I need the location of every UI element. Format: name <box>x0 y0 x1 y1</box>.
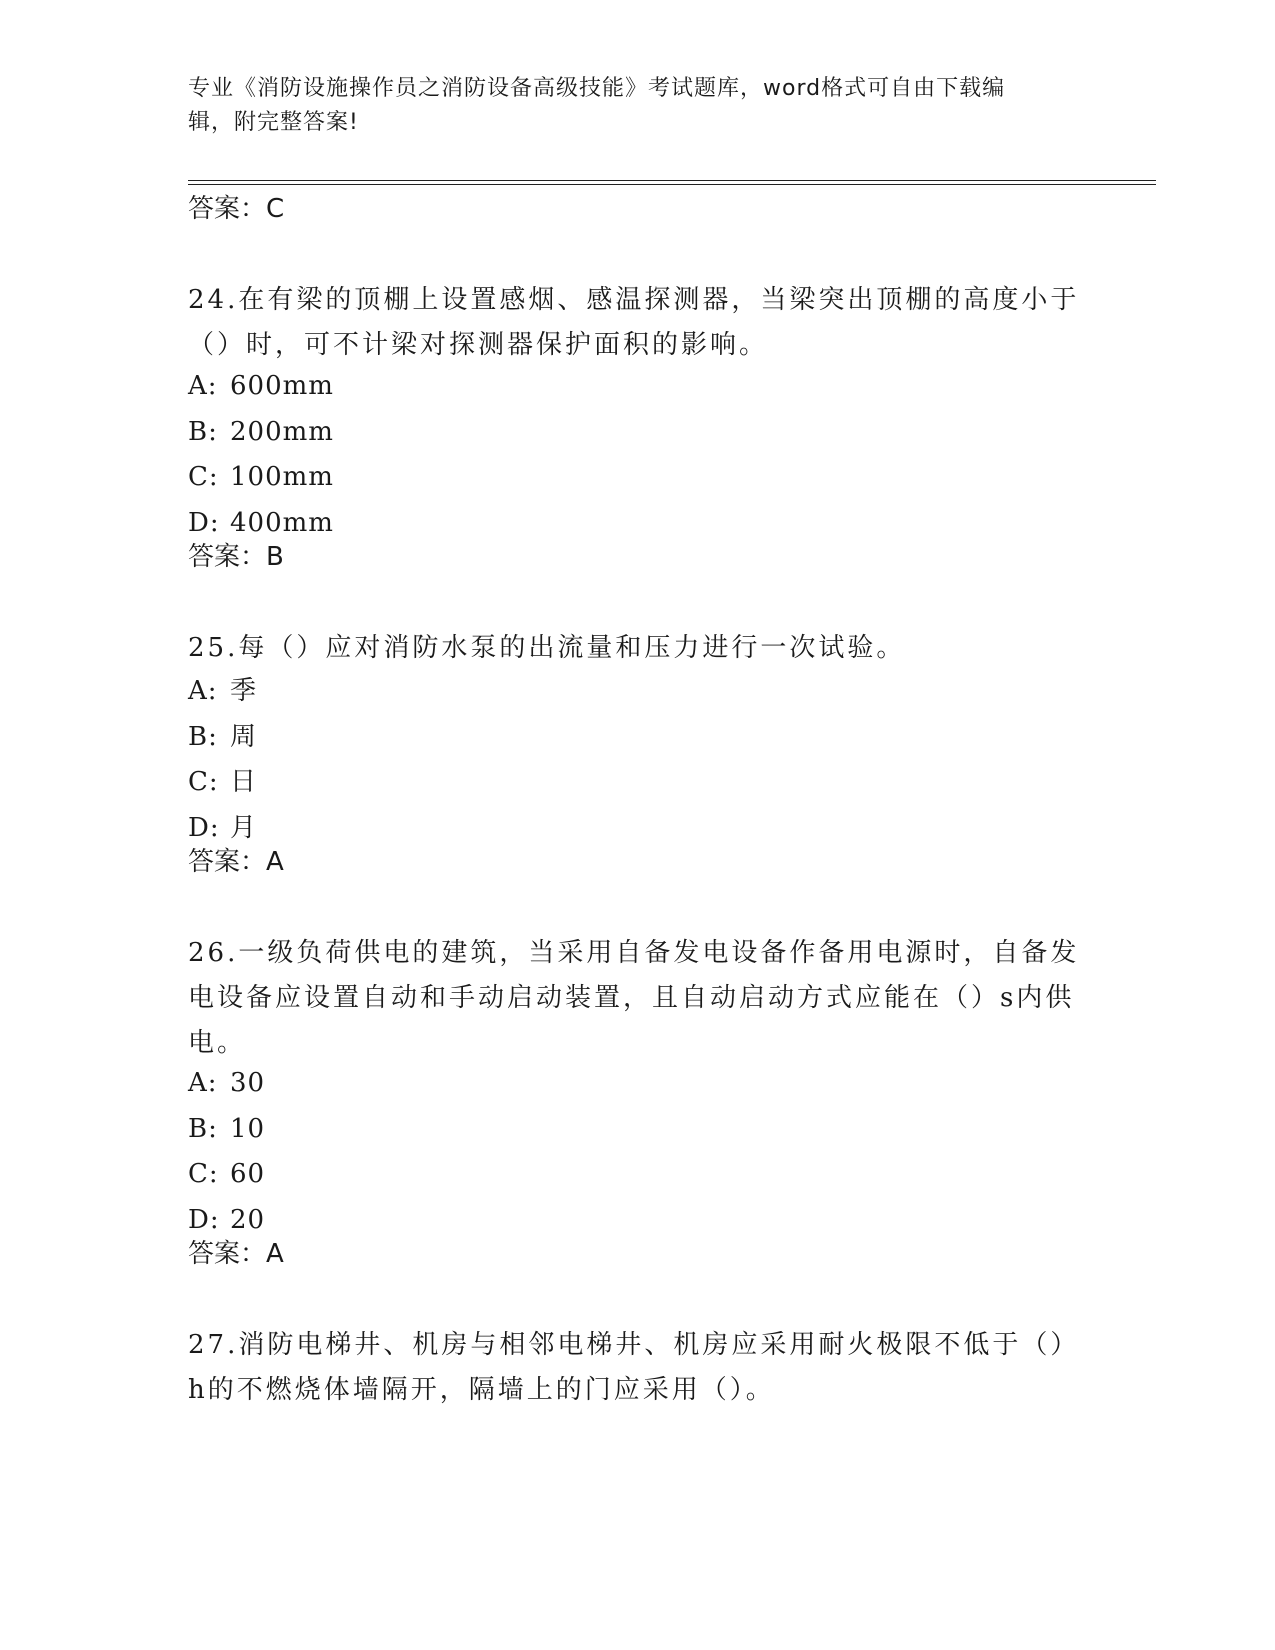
question-27 <box>188 1323 1088 1413</box>
question-26-line-1: 26.一级负荷供电的建筑，当采用自备发电设备作备用电源时，自备发 <box>188 938 1080 968</box>
option-a: A: 30 <box>188 1068 266 1098</box>
question-24-options <box>188 364 1088 546</box>
option-c: C: 100mm <box>188 462 334 492</box>
answer-23: 答案：C <box>188 194 285 224</box>
question-26-line-2: 电设备应设置自动和手动启动装置，且自动启动方式应能在（）s内供 <box>188 983 1075 1013</box>
question-25-line-1: 25.每（）应对消防水泵的出流量和压力进行一次试验。 <box>188 633 906 663</box>
question-24-line-2: （）时，可不计梁对探测器保护面积的影响。 <box>188 330 769 360</box>
option-a: A: 600mm <box>188 371 334 401</box>
question-27-line-2: h的不燃烧体墙隔开，隔墙上的门应采用（）。 <box>188 1375 775 1405</box>
option-b: B: 周 <box>188 721 258 752</box>
header-divider-bottom <box>188 184 1156 185</box>
option-b: B: 200mm <box>188 416 334 447</box>
answer-26: 答案：A <box>188 1239 284 1269</box>
option-c: C: 日 <box>188 767 258 797</box>
header-line-1: 专业《消防设施操作员之消防设备高级技能》考试题库，word格式可自由下载编 <box>188 76 1006 101</box>
option-c: C: 60 <box>188 1159 266 1189</box>
answer-24: 答案：B <box>188 542 284 572</box>
question-26-line-3: 电。 <box>188 1028 247 1058</box>
option-a: A: 季 <box>188 676 258 706</box>
header-line-2: 辑，附完整答案! <box>188 110 359 135</box>
question-27-line-1: 27.消防电梯井、机房与相邻电梯井、机房应采用耐火极限不低于（） <box>188 1330 1080 1360</box>
question-24-line-1: 24.在有梁的顶棚上设置感烟、感温探测器，当梁突出顶棚的高度小于 <box>188 285 1080 315</box>
question-26-options <box>188 1061 1088 1243</box>
option-d: D: 400mm <box>188 507 334 538</box>
question-25-options <box>188 669 1088 851</box>
document-header <box>188 72 1068 140</box>
answer-25: 答案：A <box>188 847 284 877</box>
header-divider-top <box>188 180 1156 181</box>
question-25 <box>188 626 1088 671</box>
option-b: B: 10 <box>188 1113 266 1144</box>
question-24 <box>188 278 1088 368</box>
option-d: D: 月 <box>188 812 258 843</box>
option-d: D: 20 <box>188 1204 266 1235</box>
question-26 <box>188 931 1088 1066</box>
